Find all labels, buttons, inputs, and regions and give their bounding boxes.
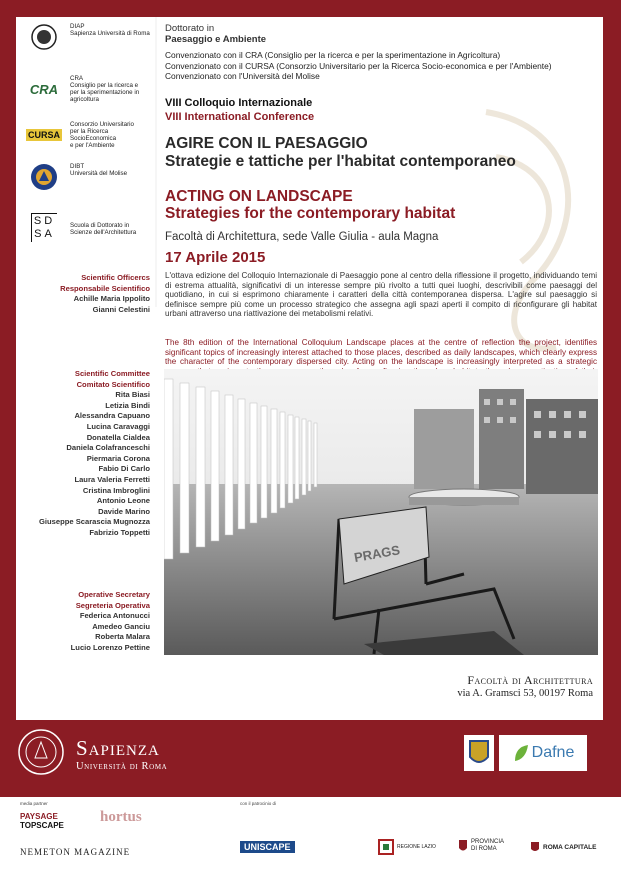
doctorate-heading: Dottorato in Paesaggio e Ambiente [165, 23, 267, 45]
logo-diap [24, 23, 160, 51]
chair-sign-text: PRAGS [352, 542, 402, 566]
paysage-topscape-logo: PAYSAGE TOPSCAPE [20, 812, 64, 830]
partners-strip [0, 797, 621, 878]
logo-label: DIAP [70, 23, 85, 30]
scientific-officers: Scientific Officercs Responsabile Scientifico Achille Maria Ippolito Gianni Celestini [60, 273, 150, 314]
chair-photo [164, 369, 598, 655]
title-english: ACTING ON LANDSCAPE Strategies for the contemporary habitat [165, 188, 456, 222]
uniscape-logo: UNISCAPE [240, 841, 295, 853]
location: Facoltà di Architettura, sede Valle Giulia - aula Magna [165, 231, 439, 243]
logo-label: Consiglio per la ricerca e [70, 82, 139, 89]
cursa-logo-mark: CURSA [27, 130, 60, 140]
leaf-icon [512, 743, 530, 763]
hortus-logo: hortus [100, 809, 142, 825]
conventions: Convenzionato con il CRA (Consiglio per la ricerca e per la sperimentazione in Agricoltura) Convenzionato con il CURSA (Consorzio Universitario per la Ricerca Socio-economica e per l'Ambiente) Convenzionato con l'Università del Molise [165, 50, 552, 81]
dibt-seal-icon [24, 163, 64, 191]
diap-seal-icon [24, 23, 64, 51]
sapienza-logo: Sapienza Università di Roma [76, 736, 168, 772]
logo-cursa [24, 121, 160, 149]
emblem-logo [464, 735, 494, 771]
venue-address: Facoltà di Architettura via A. Gramsci 53, 00197 Roma [457, 673, 593, 699]
logo-label: DIBT [70, 163, 85, 170]
media-partner-label: media partner [20, 801, 48, 806]
dafne-label: Dafne [531, 744, 575, 761]
cra-logo-mark: CRA [29, 81, 59, 97]
abstract-english: The 8th edition of the International Colloquium Landscape places at the centre of reflection the project, identifies significant topics of increasingly interest attached to those places, described as daily landscapes, which clearly express the character of the contemporary dispersed city. Acting on the landscape is increasingly interpreted as a strategic [165, 338, 597, 366]
logo-label: Consorzio Universitario [70, 121, 134, 128]
provincia-shield-icon [458, 839, 468, 853]
content-panel [16, 17, 603, 720]
lazio-emblem-icon [378, 839, 394, 855]
provincia-roma-logo: PROVINCIA DI ROMA [458, 839, 511, 853]
roma-shield-icon [530, 841, 540, 853]
logo-label: per la Ricerca [70, 128, 109, 135]
logo-label: Sapienza Università di Roma [70, 30, 150, 37]
logo-label: per la sperimentazione in [70, 89, 140, 96]
roma-capitale-logo: ROMA CAPITALE [530, 841, 596, 853]
regione-lazio-logo: REGIONE LAZIO [378, 839, 436, 855]
sapienza-seal-icon [17, 728, 65, 776]
logo-label: e per l'Ambiente [70, 142, 115, 149]
event-date: 17 Aprile 2015 [165, 249, 266, 266]
sdsa-mark-line: SD [33, 214, 56, 227]
colloquium-heading: VIII Colloquio Internazionale VIII International Conference [165, 97, 315, 123]
title-italian: AGIRE CON IL PAESAGGIO Strategie e tattiche per l'habitat contemporaneo [165, 135, 516, 170]
operative-secretary: Operative Secretary Segreteria Operativa Federica Antonucci Amedeo Ganciu Roberta Malara Lucio Lorenzo Pettine [70, 590, 150, 652]
logo-label: CRA [70, 75, 84, 82]
logo-label: SocioEconomica [70, 135, 117, 142]
logo-dibt [24, 163, 160, 191]
logo-label: Scuola di Dottorato in [70, 222, 130, 229]
logo-label: Università del Molise [70, 170, 128, 177]
sdsa-mark-line: SA [34, 227, 55, 240]
nemeton-magazine-logo: NEMETON MAGAZINE [20, 847, 131, 857]
scientific-committee: Scientific Committee Comitato Scientifico Rita Biasi Letizia Bindi Alessandra Capuano Lucina Caravaggi Donatella Cialdea Daniela Colafranceschi Piermaria Corona Fabio Di Carlo Laura Valeria Ferretti Cristina Imbroglini Antonio Leone Davide Marino Giuseppe Scarascia Mugnozza Fabrizio Toppetti [39, 369, 150, 537]
logo-label: agricoltura [70, 96, 99, 103]
logo-label: Scienze dell'Architettura [70, 229, 137, 236]
logo-sdsa [24, 211, 160, 243]
abstract-italian: L'ottava edizione del Colloquio Internazionale di Paesaggio pone al centro della riflessione il progetto, individuando temi di estrema attualità, significativi di un interesse sempre più rivolto a tutti quei luoghi, descrivibili come paesaggi del quotidiano, in cui si esprimono chiaramente i caratteri della città contemporanea dispersa. L'agire sul paesaggio si definisce sempre più come un processo strategico che assegna agli spazi aperti il compito di riconfigurare gli habitat urbani attraverso una riattivazione dei metabolismi relativi. [165, 271, 597, 318]
logo-cra [24, 75, 160, 103]
dafne-logo [499, 735, 587, 771]
patronage-label: con il patrocinio di [240, 801, 277, 806]
